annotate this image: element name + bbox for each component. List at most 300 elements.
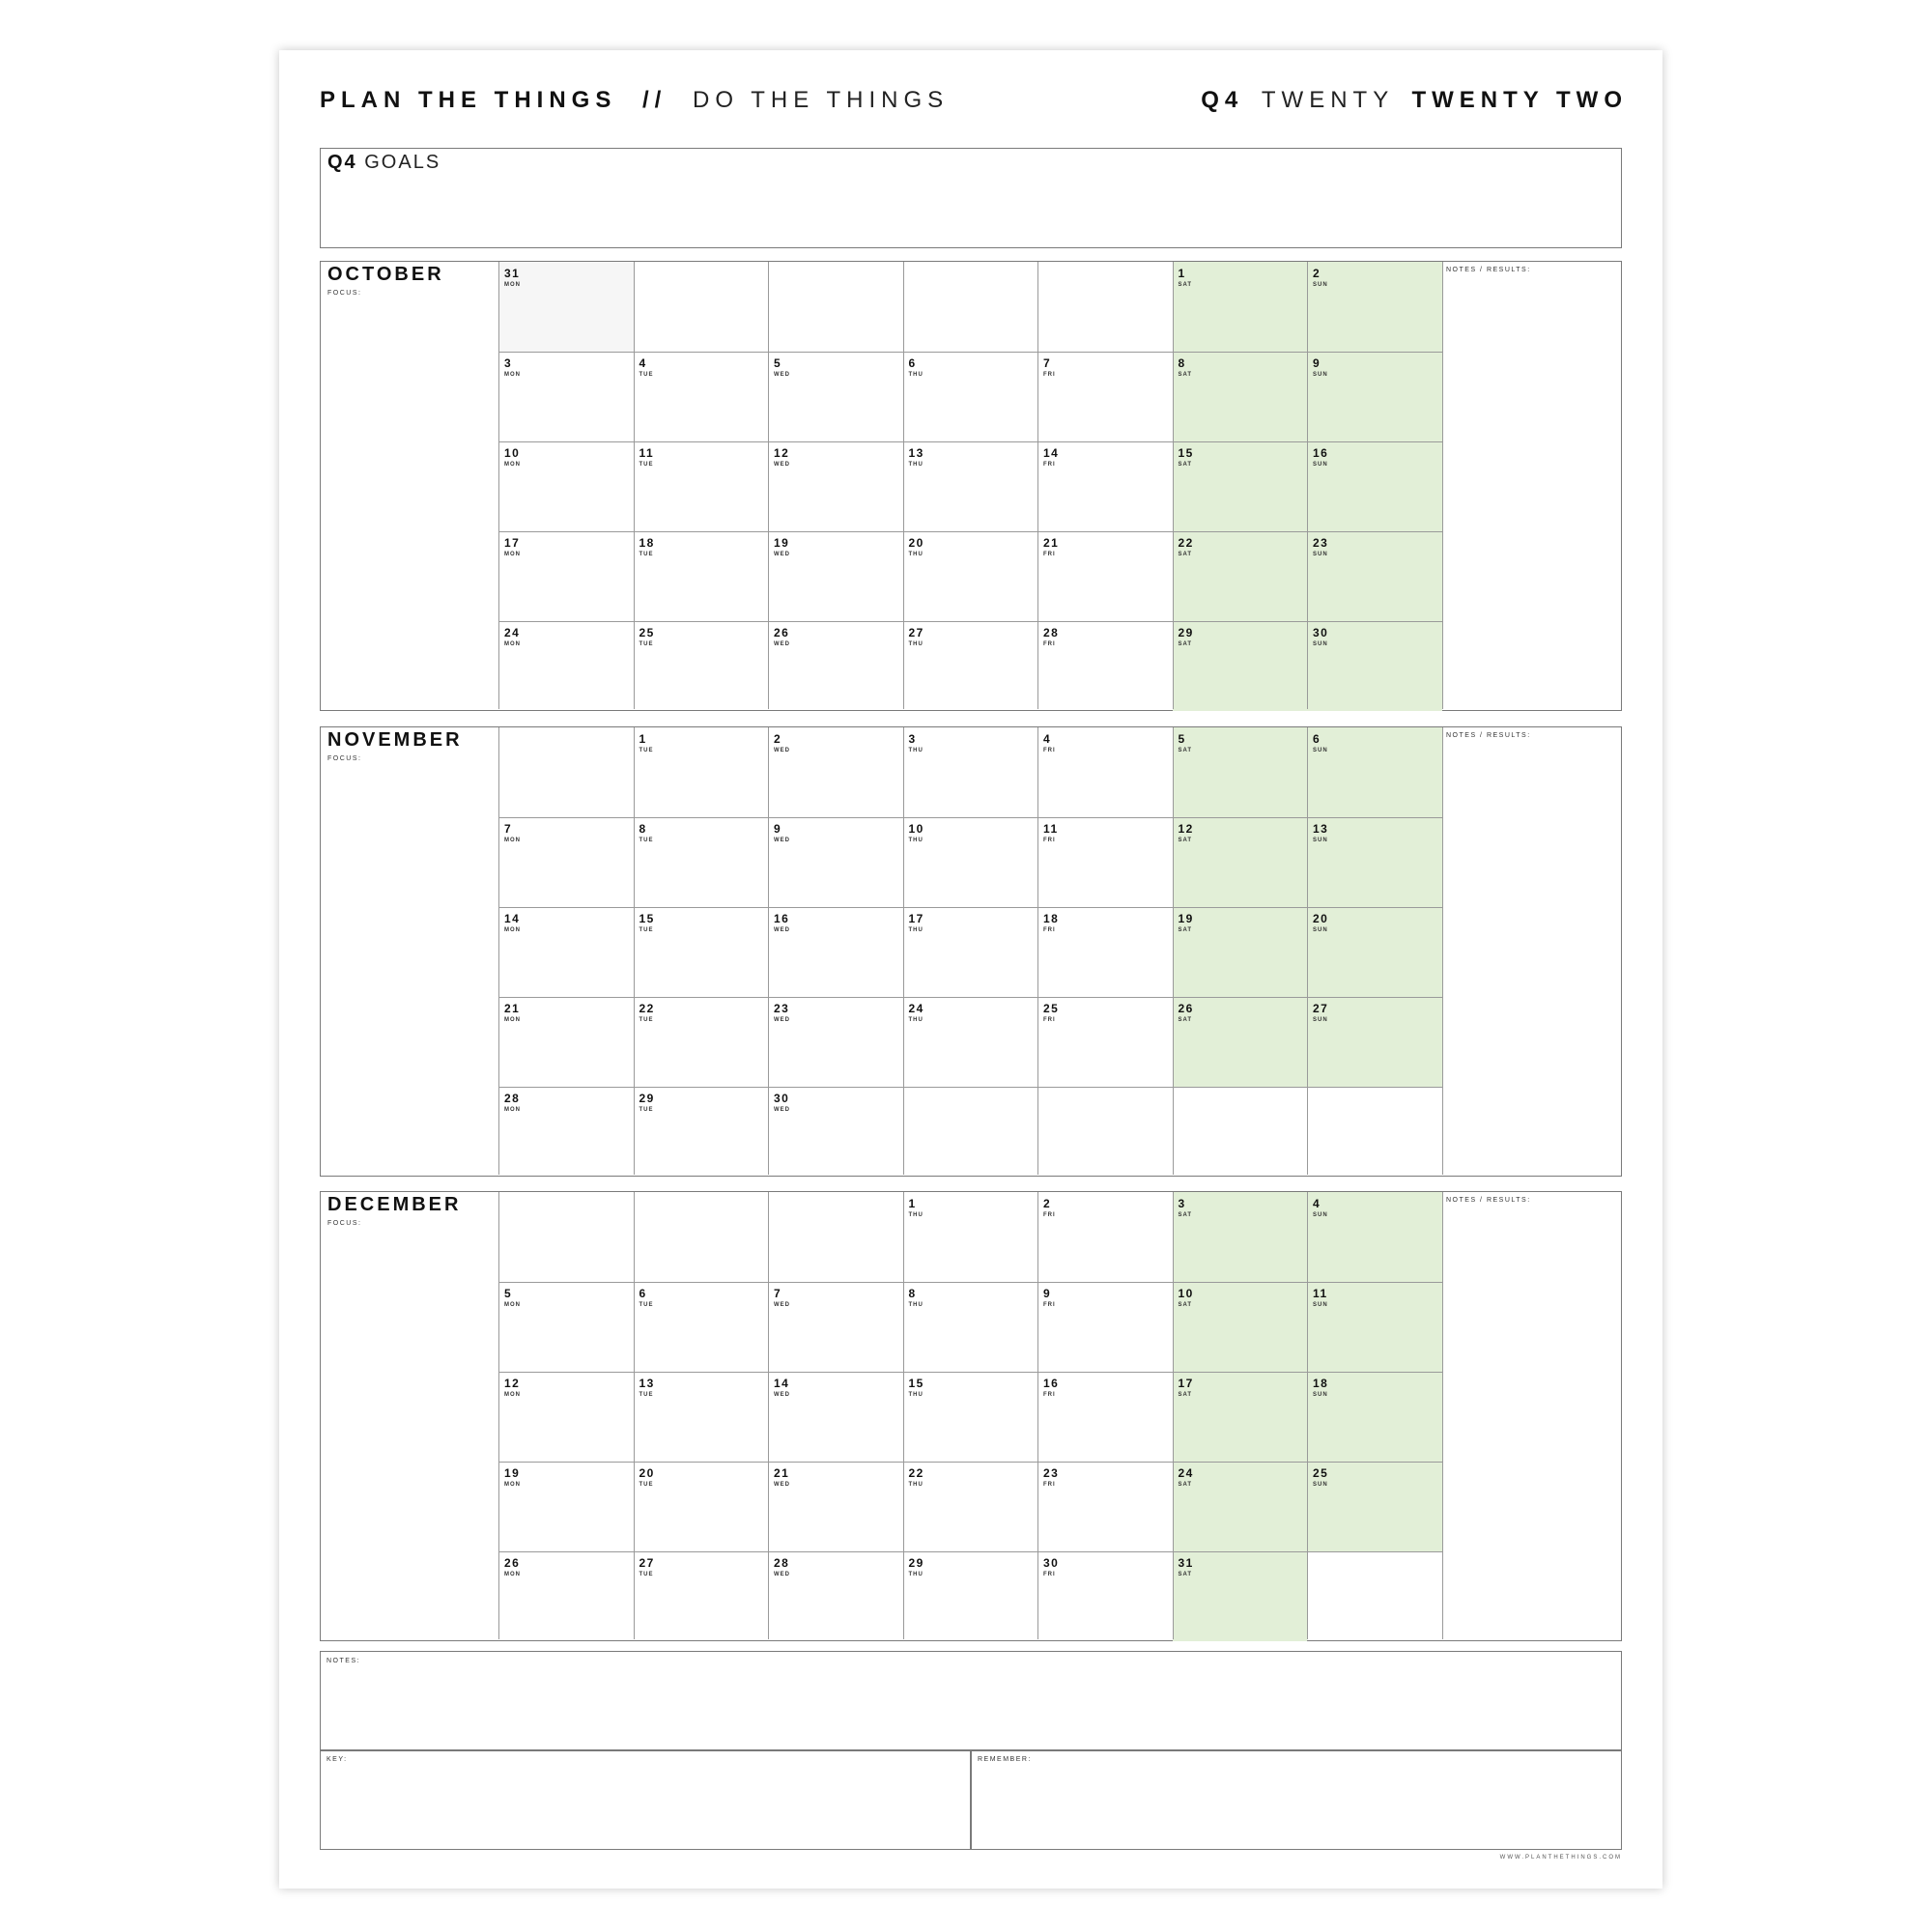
day-cell[interactable] [903,1192,1038,1282]
day-number: 25 [1043,1002,1060,1015]
day-cell[interactable] [498,817,634,907]
day-number: 2 [1043,1197,1052,1210]
month-title: OCTOBER [327,264,444,285]
day-weekday: MON [504,372,521,378]
bottom-section [320,1651,1622,1850]
day-number: 30 [774,1092,790,1105]
grid-line-horizontal [498,621,1442,622]
day-weekday: TUE [639,1392,654,1398]
focus-label: FOCUS: [327,290,362,297]
day-weekday: MON [504,1392,521,1398]
day-cell[interactable] [903,817,1038,907]
day-weekday: THU [908,1017,923,1023]
day-number: 14 [1043,446,1060,460]
day-number: 17 [908,912,924,925]
day-cell[interactable] [768,1282,903,1372]
day-cell[interactable] [1037,352,1173,441]
day-weekday: THU [908,1482,923,1488]
grid-line-horizontal [498,531,1442,532]
day-number: 4 [639,356,647,370]
grid-line-vertical [903,262,904,709]
day-cell[interactable] [903,727,1038,817]
day-cell[interactable] [634,997,769,1087]
day-number: 21 [1043,536,1060,550]
day-weekday: MON [504,1017,521,1023]
day-weekday: FRI [1043,641,1056,647]
grid-line-vertical [498,1192,499,1639]
day-weekday: WED [774,927,790,933]
day-number: 5 [504,1287,513,1300]
day-weekday: MON [504,838,521,843]
day-cell[interactable] [768,1551,903,1641]
day-cell[interactable] [634,1372,769,1462]
day-cell[interactable] [634,1551,769,1641]
day-cell[interactable] [1173,997,1308,1087]
month-block-november [320,726,1622,1177]
grid-line-vertical [903,727,904,1175]
grid-line-vertical [498,262,499,709]
day-weekday: TUE [639,1107,654,1113]
day-number: 21 [504,1002,521,1015]
day-number: 29 [639,1092,655,1105]
day-number: 28 [504,1092,521,1105]
day-weekday: SUN [1313,838,1328,843]
day-number: 19 [1178,912,1194,925]
day-weekday: WED [774,462,790,468]
day-number: 7 [1043,356,1052,370]
day-number: 17 [1178,1377,1194,1390]
day-cell[interactable] [498,1087,634,1177]
day-cell[interactable] [1037,531,1173,621]
day-grid [498,727,1442,1175]
day-weekday: SUN [1313,282,1328,288]
day-number: 23 [774,1002,790,1015]
day-cell[interactable] [1037,1462,1173,1551]
day-weekday: FRI [1043,1392,1056,1398]
grid-line-horizontal [498,1087,1442,1088]
day-weekday: WED [774,1107,790,1113]
day-cell[interactable] [903,1551,1038,1641]
day-number: 23 [1043,1466,1060,1480]
month-block-december [320,1191,1622,1641]
day-cell[interactable] [1037,1372,1173,1462]
day-cell[interactable] [768,441,903,531]
day-cell[interactable] [903,1462,1038,1551]
day-weekday: SUN [1313,1302,1328,1308]
day-cell[interactable] [634,1462,769,1551]
empty-day-cell[interactable] [634,262,769,352]
day-weekday: SAT [1178,372,1193,378]
day-cell[interactable] [1173,262,1308,352]
empty-day-cell[interactable] [903,262,1038,352]
day-cell[interactable] [903,907,1038,997]
day-weekday: FRI [1043,462,1056,468]
day-cell[interactable] [903,997,1038,1087]
day-weekday: TUE [639,552,654,557]
day-cell[interactable] [1173,1282,1308,1372]
day-weekday: MON [504,552,521,557]
day-cell[interactable] [634,352,769,441]
tagline-separator: // [642,87,668,113]
header-quarter [1201,87,1628,114]
day-cell[interactable] [1307,1192,1442,1282]
day-cell[interactable] [1037,907,1173,997]
day-weekday: THU [908,748,923,753]
day-weekday: FRI [1043,1572,1056,1577]
day-weekday: WED [774,372,790,378]
day-weekday: TUE [639,462,654,468]
day-weekday: SAT [1178,552,1193,557]
day-weekday: WED [774,748,790,753]
day-cell[interactable] [768,817,903,907]
day-cell[interactable] [1037,1551,1173,1641]
day-number: 1 [1178,267,1186,280]
day-number: 26 [1178,1002,1194,1015]
day-number: 20 [908,536,924,550]
grid-line-vertical [634,1192,635,1639]
day-cell[interactable] [1307,997,1442,1087]
empty-day-cell[interactable] [768,262,903,352]
month-block-october [320,261,1622,711]
day-number: 3 [908,732,917,746]
day-cell[interactable] [1037,621,1173,711]
day-number: 26 [504,1556,521,1570]
goals-label [327,152,440,174]
day-cell[interactable] [903,1372,1038,1462]
day-weekday: SAT [1178,1302,1193,1308]
day-cell[interactable] [768,1372,903,1462]
notes-results-label: NOTES / RESULTS: [1446,732,1531,739]
day-cell[interactable] [634,727,769,817]
day-cell[interactable] [1307,727,1442,817]
grid-line-vertical [1442,727,1443,1175]
day-number: 17 [504,536,521,550]
day-cell[interactable] [1307,1282,1442,1372]
empty-day-cell[interactable] [1173,1087,1308,1177]
planner-sheet [279,50,1662,1889]
day-weekday: WED [774,838,790,843]
day-cell[interactable] [1307,352,1442,441]
empty-day-cell[interactable] [498,1192,634,1282]
empty-day-cell[interactable] [768,1192,903,1282]
day-weekday: SAT [1178,927,1193,933]
day-cell[interactable] [634,441,769,531]
day-number: 11 [1043,822,1059,836]
goals-text: GOALS [364,152,441,173]
day-cell[interactable] [1173,1192,1308,1282]
day-number: 20 [1313,912,1329,925]
day-cell[interactable] [498,1282,634,1372]
grid-line-vertical [1037,262,1038,709]
day-number: 4 [1043,732,1052,746]
day-weekday: SAT [1178,1212,1193,1218]
day-cell[interactable] [498,1462,634,1551]
day-cell[interactable] [1173,727,1308,817]
day-weekday: TUE [639,927,654,933]
grid-line-horizontal [498,441,1442,442]
day-weekday: MON [504,1482,521,1488]
grid-line-vertical [1173,727,1174,1175]
day-cell[interactable] [768,727,903,817]
day-cell[interactable] [1037,441,1173,531]
day-cell[interactable] [1307,621,1442,711]
grid-line-horizontal [498,907,1442,908]
day-number: 18 [1313,1377,1329,1390]
grid-line-vertical [1442,1192,1443,1639]
day-number: 4 [1313,1197,1321,1210]
day-number: 30 [1313,626,1329,639]
day-grid [498,1192,1442,1639]
day-cell[interactable] [1037,817,1173,907]
day-weekday: THU [908,838,923,843]
day-weekday: SAT [1178,1017,1193,1023]
day-cell[interactable] [768,1462,903,1551]
day-cell[interactable] [1037,727,1173,817]
day-weekday: SAT [1178,1572,1193,1577]
day-cell[interactable] [1173,817,1308,907]
day-weekday: MON [504,927,521,933]
day-cell[interactable] [903,531,1038,621]
year-bold: TWENTY TWO [1411,87,1628,113]
grid-line-horizontal [498,352,1442,353]
day-weekday: FRI [1043,1482,1056,1488]
day-weekday: TUE [639,748,654,753]
day-weekday: WED [774,1017,790,1023]
day-number: 16 [1043,1377,1060,1390]
day-weekday: FRI [1043,748,1056,753]
day-number: 10 [1178,1287,1194,1300]
day-weekday: TUE [639,641,654,647]
day-cell[interactable] [1037,997,1173,1087]
day-cell[interactable] [634,1087,769,1177]
day-number: 20 [639,1466,655,1480]
day-cell[interactable] [498,907,634,997]
day-cell[interactable] [634,907,769,997]
focus-label: FOCUS: [327,1220,362,1227]
day-weekday: THU [908,1302,923,1308]
day-weekday: TUE [639,1572,654,1577]
day-cell[interactable] [1307,1372,1442,1462]
day-cell[interactable] [1037,1192,1173,1282]
day-cell[interactable] [768,1087,903,1177]
day-number: 8 [639,822,647,836]
day-number: 31 [504,267,521,280]
day-number: 12 [1178,822,1194,836]
day-number: 27 [1313,1002,1329,1015]
day-number: 24 [908,1002,924,1015]
day-cell[interactable] [498,352,634,441]
remember-label: REMEMBER: [978,1756,1032,1763]
day-weekday: SUN [1313,462,1328,468]
day-cell[interactable] [498,997,634,1087]
day-weekday: THU [908,641,923,647]
grid-line-horizontal [498,1372,1442,1373]
day-number: 1 [908,1197,917,1210]
day-number: 1 [639,732,647,746]
day-cell[interactable] [498,621,634,711]
day-number: 8 [1178,356,1186,370]
day-cell[interactable] [634,817,769,907]
day-number: 12 [504,1377,521,1390]
day-weekday: THU [908,1212,923,1218]
day-cell[interactable] [1173,621,1308,711]
day-weekday: WED [774,1302,790,1308]
day-cell[interactable] [1173,1462,1308,1551]
day-cell[interactable] [1173,907,1308,997]
day-cell[interactable] [1307,907,1442,997]
empty-day-cell[interactable] [634,1192,769,1282]
day-weekday: TUE [639,372,654,378]
day-cell[interactable] [1307,817,1442,907]
day-cell[interactable] [903,352,1038,441]
day-number: 27 [908,626,924,639]
day-cell[interactable] [1173,531,1308,621]
day-cell[interactable] [1173,1372,1308,1462]
day-weekday: TUE [639,1302,654,1308]
grid-line-vertical [1307,262,1308,709]
day-cell[interactable] [1173,1551,1308,1641]
day-number: 11 [639,446,655,460]
day-weekday: SUN [1313,1392,1328,1398]
day-number: 15 [1178,446,1194,460]
empty-day-cell[interactable] [1307,1551,1442,1641]
empty-day-cell[interactable] [903,1087,1038,1177]
day-number: 15 [908,1377,924,1390]
day-weekday: SAT [1178,1392,1193,1398]
day-weekday: WED [774,1392,790,1398]
day-cell[interactable] [498,262,634,352]
day-weekday: FRI [1043,838,1056,843]
bottom-divider-vertical [970,1749,972,1849]
grid-line-horizontal [498,997,1442,998]
day-number: 2 [774,732,782,746]
day-weekday: TUE [639,838,654,843]
day-cell[interactable] [498,441,634,531]
day-number: 25 [639,626,655,639]
day-cell[interactable] [1307,531,1442,621]
day-cell[interactable] [903,1282,1038,1372]
day-number: 8 [908,1287,917,1300]
day-cell[interactable] [1173,441,1308,531]
day-number: 11 [1313,1287,1328,1300]
day-cell[interactable] [634,621,769,711]
day-cell[interactable] [768,621,903,711]
day-cell[interactable] [498,1551,634,1641]
day-number: 3 [504,356,513,370]
empty-day-cell[interactable] [1037,1087,1173,1177]
day-cell[interactable] [768,997,903,1087]
day-number: 13 [1313,822,1329,836]
day-number: 22 [908,1466,924,1480]
day-number: 19 [774,536,790,550]
day-number: 7 [504,822,513,836]
day-number: 3 [1178,1197,1186,1210]
grid-line-vertical [634,262,635,709]
day-number: 12 [774,446,790,460]
day-weekday: MON [504,462,521,468]
day-weekday: MON [504,1572,521,1577]
tagline-do: DO THE THINGS [693,87,950,113]
day-cell[interactable] [498,1372,634,1462]
grid-line-vertical [768,262,769,709]
day-number: 9 [1043,1287,1052,1300]
day-number: 10 [908,822,924,836]
day-weekday: SAT [1178,641,1193,647]
grid-line-horizontal [498,1282,1442,1283]
day-cell[interactable] [1307,441,1442,531]
empty-day-cell[interactable] [1037,262,1173,352]
day-number: 19 [504,1466,521,1480]
day-weekday: FRI [1043,1212,1056,1218]
day-number: 26 [774,626,790,639]
day-cell[interactable] [903,621,1038,711]
day-weekday: WED [774,1572,790,1577]
day-cell[interactable] [768,352,903,441]
day-cell[interactable] [634,531,769,621]
day-number: 28 [1043,626,1060,639]
day-cell[interactable] [768,907,903,997]
key-label: KEY: [327,1756,348,1763]
day-number: 16 [1313,446,1329,460]
day-weekday: FRI [1043,552,1056,557]
day-cell[interactable] [1037,1282,1173,1372]
day-number: 29 [1178,626,1194,639]
day-number: 23 [1313,536,1329,550]
day-cell[interactable] [1307,1462,1442,1551]
month-title: NOVEMBER [327,729,463,751]
day-number: 13 [639,1377,655,1390]
day-number: 31 [1178,1556,1194,1570]
day-number: 7 [774,1287,782,1300]
day-weekday: SUN [1313,1017,1328,1023]
day-cell[interactable] [1307,262,1442,352]
day-weekday: TUE [639,1482,654,1488]
day-weekday: WED [774,552,790,557]
day-cell[interactable] [768,531,903,621]
day-cell[interactable] [634,1282,769,1372]
day-number: 24 [1178,1466,1194,1480]
day-weekday: SUN [1313,1482,1328,1488]
empty-day-cell[interactable] [1307,1087,1442,1177]
day-number: 5 [774,356,782,370]
grid-line-horizontal [498,817,1442,818]
day-number: 10 [504,446,521,460]
day-weekday: WED [774,641,790,647]
grid-line-horizontal [498,1551,1442,1552]
day-cell[interactable] [1173,352,1308,441]
focus-label: FOCUS: [327,755,362,762]
day-weekday: FRI [1043,927,1056,933]
empty-day-cell[interactable] [498,727,634,817]
day-weekday: SUN [1313,372,1328,378]
month-title: DECEMBER [327,1194,462,1215]
day-weekday: FRI [1043,1302,1056,1308]
day-weekday: MON [504,1107,521,1113]
day-weekday: FRI [1043,372,1056,378]
day-weekday: SAT [1178,462,1193,468]
day-weekday: SAT [1178,838,1193,843]
grid-line-vertical [1037,727,1038,1175]
day-cell[interactable] [903,441,1038,531]
goals-box[interactable] [320,148,1622,248]
day-number: 18 [639,536,655,550]
day-weekday: SUN [1313,748,1328,753]
day-cell[interactable] [498,531,634,621]
day-weekday: MON [504,1302,521,1308]
grid-line-vertical [1173,262,1174,709]
day-number: 6 [908,356,917,370]
day-weekday: THU [908,552,923,557]
